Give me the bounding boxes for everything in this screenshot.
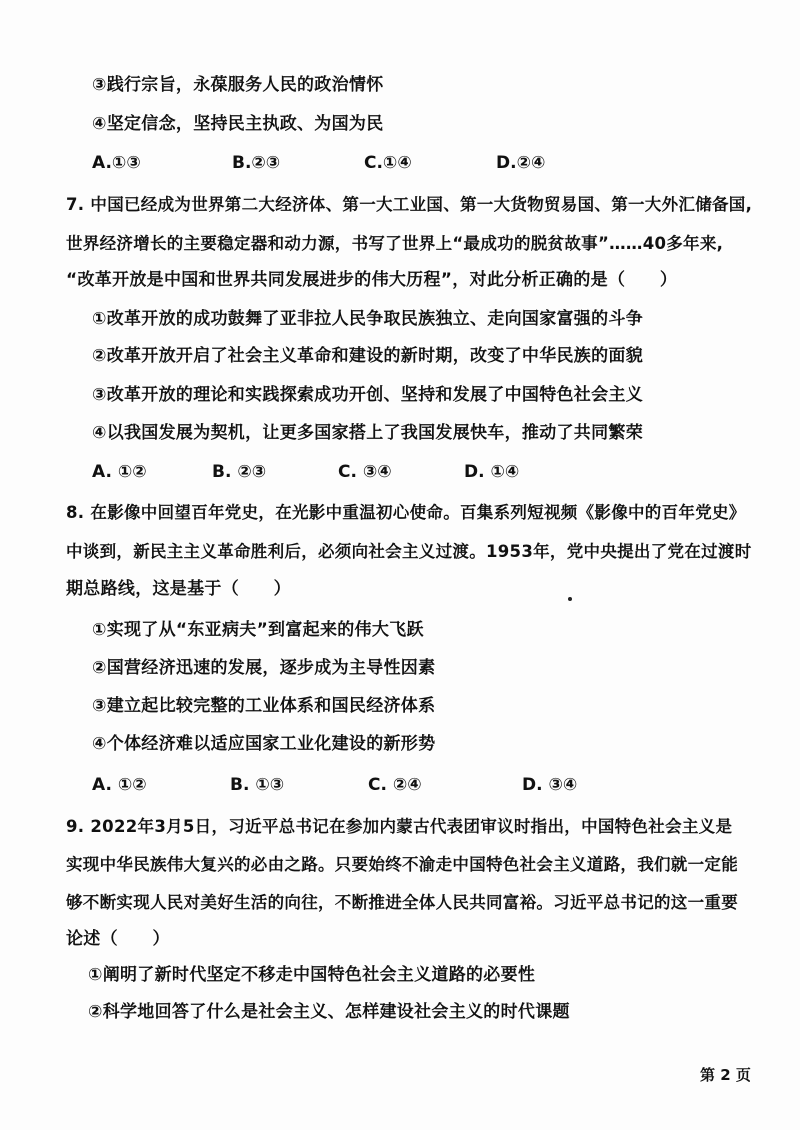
- q8-item-4: ④个体经济难以适应国家工业化建设的新形势: [92, 734, 436, 754]
- q8-stem-line-1: 8. 在影像中回望百年党史，在光影中重温初心使命。百集系列短视频《影像中的百年党史》: [66, 503, 746, 522]
- q7-item-4: ④以我国发展为契机，让更多国家搭上了我国发展快车，推动了共同繁荣: [92, 423, 643, 443]
- q6-item-4: ④坚定信念，坚持民主执政、为国为民: [92, 114, 384, 134]
- q7-option-c: C. ③④: [338, 462, 392, 482]
- q8-item-3: ③建立起比较完整的工业体系和国民经济体系: [92, 696, 436, 716]
- q7-option-b: B. ②③: [212, 462, 267, 482]
- q7-stem-line-2: 世界经济增长的主要稳定器和动力源，书写了世界上“最成功的脱贫故事”……40多年来,: [66, 234, 724, 253]
- q7-option-a: A. ①②: [92, 462, 147, 482]
- q9-stem-line-1: 9. 2022年3月5日，习近平总书记在参加内蒙古代表团审议时指出，中国特色社会主义是: [66, 817, 733, 836]
- q6-option-b: B.②③: [232, 153, 281, 173]
- q7-options: [92, 460, 652, 484]
- q6-option-c: C.①④: [364, 153, 412, 173]
- q7-stem-line-1: 7. 中国已经成为世界第二大经济体、第一大工业国、第一大货物贸易国、第一大外汇储备国,: [66, 195, 753, 214]
- q9-item-1: ①阐明了新时代坚定不移走中国特色社会主义道路的必要性: [88, 965, 536, 985]
- q9-stem-line-2: 实现中华民族伟大复兴的必由之路。只要始终不渝走中国特色社会主义道路，我们就一定能: [66, 855, 738, 874]
- q8-item-1: ①实现了从“东亚病夫”到富起来的伟大飞跃: [92, 620, 424, 640]
- q8-option-b: B. ①③: [230, 775, 285, 795]
- q8-options: [92, 773, 672, 797]
- q6-option-d: D.②④: [496, 153, 546, 173]
- q8-option-a: A. ①②: [92, 775, 147, 795]
- q7-item-2: ②改革开放开启了社会主义革命和建设的新时期，改变了中华民族的面貌: [92, 346, 643, 366]
- q9-stem-line-3: 够不断实现人民对美好生活的向往，不断推进全体人民共同富裕。习近平总书记的这一重要: [66, 893, 738, 912]
- q9-item-2: ②科学地回答了什么是社会主义、怎样建设社会主义的时代课题: [88, 1002, 570, 1022]
- q7-item-3: ③改革开放的理论和实践探索成功开创、坚持和发展了中国特色社会主义: [92, 385, 643, 405]
- q6-item-3: ③践行宗旨，永葆服务人民的政治情怀: [92, 75, 384, 95]
- q8-stem-line-2: 中谈到，新民主主义革命胜利后，必须向社会主义过渡。1953年，党中央提出了党在过渡时: [66, 542, 752, 561]
- q8-option-d: D. ③④: [522, 775, 578, 795]
- q6-options: [92, 151, 652, 175]
- q9-stem-line-4: 论述（ ）: [66, 929, 170, 949]
- q7-stem-line-3: “改革开放是中国和世界共同发展进步的伟大历程”，对此分析正确的是（ ）: [66, 270, 678, 290]
- page-number: 第 2 页: [700, 1066, 751, 1084]
- q7-item-1: ①改革开放的成功鼓舞了亚非拉人民争取民族独立、走向国家富强的斗争: [92, 309, 643, 329]
- q6-option-a: A.①③: [92, 153, 141, 173]
- q8-option-c: C. ②④: [368, 775, 422, 795]
- scan-speck: [568, 597, 572, 601]
- q8-item-2: ②国营经济迅速的发展，逐步成为主导性因素: [92, 658, 436, 678]
- q7-option-d: D. ①④: [464, 462, 520, 482]
- q8-stem-line-3: 期总路线，这是基于（ ）: [66, 579, 291, 599]
